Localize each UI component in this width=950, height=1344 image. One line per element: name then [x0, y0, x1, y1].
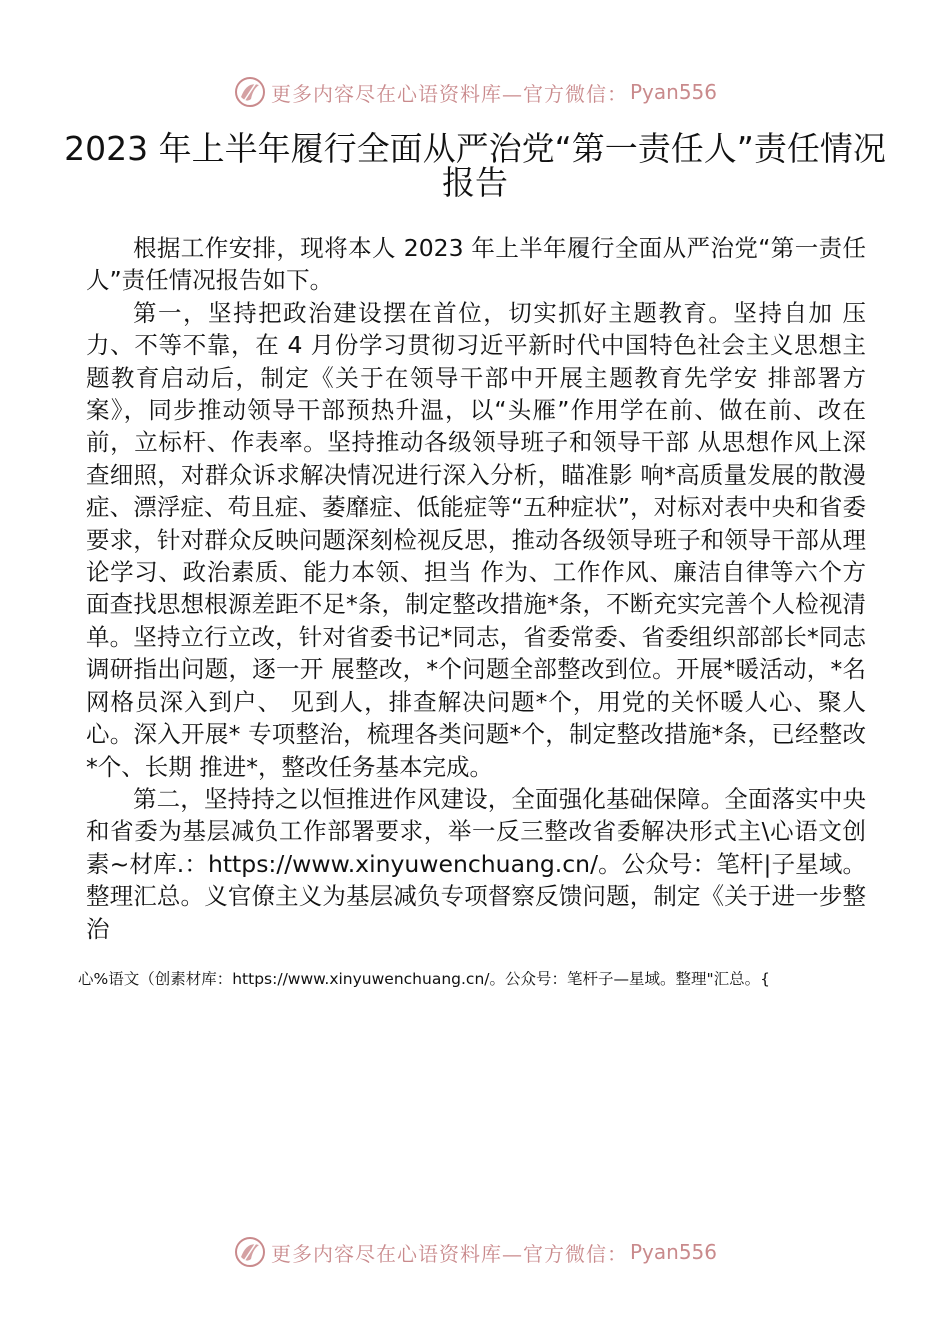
logo-icon [233, 75, 267, 109]
header-banner [0, 72, 950, 112]
wechat-id: Pyan556 [629, 80, 717, 104]
paragraph-first: 第一，坚持把政治建设摆在首位，切实抓好主题教育。坚持自加 压力、不等不靠，在 4 月份学习贯彻习近平新时代中国特色社会主义思想主题教育启动后，制定《关于在领导干部中开展主题教育先学安 排部署方案》，同步推动领导干部预热升温，以“头雁”作用学在前、做在前、改在前，立标杆、作表率。坚持推动各级领导班子和领导干部 从思想作风上深查细照，对群众诉求解决情况进行深入分析，瞄准影 响*高质量发展的散漫症、漂浮症、苟且症、萎靡症、低能症等“五种症状”，对标对表中央和省委要求，针对群众反映问题深刻检视反思，推动各级领导班子和领导干部从理论学习、政治素质、能力本领、担当 作为、工作作风、廉洁自律等六个方面查找思想根源差距不足*条，制定整改措施*条，不断充实完善个人检视清单。坚持立行立改，针对省委书记*同志，省委常委、省委组织部部长*同志调研指出问题，逐一开 展整改，*个问题全部整改到位。开展*暖活动，*名网格员深入到户、 见到人，排查解决问题*个，用党的关怀暖人心、聚人心。深入开展* 专项整治，梳理各类问题*个，制定整改措施*条，已经整改*个、长期 推进*，整改任务基本完成。 [86, 298, 866, 781]
promo-text: 更多内容尽在心语资料库—官方微信： [270, 81, 628, 106]
document-body [86, 232, 866, 945]
logo-icon [233, 1235, 267, 1269]
wechat-id: Pyan556 [629, 1240, 717, 1264]
paragraph-intro: 根据工作安排，现将本人 2023 年上半年履行全面从严治党“第一责任人”责任情况报告如下。 [86, 234, 866, 295]
document-title: 2023 年上半年履行全面从严治党“第一责任人”责任情况报告 [64, 129, 886, 202]
paragraph-second: 第二，坚持持之以恒推进作风建设，全面强化基础保障。全面落实中央和省委为基层减负工作部署要求，举一反三整改省委解决形式主\心语文创素~材库.：https://www.xinyuwenchuang.cn/。公众号：笔杆|子星域。整理汇总。义官僚主义为基层减负专项督察反馈问题，制定《关于进一步整治 [86, 784, 866, 943]
footnote: 心%语文（创素材库：https://www.xinyuwenchuang.cn/。公众号：笔杆子—星域。整理"汇总。{ [78, 970, 770, 988]
footer-banner [0, 1232, 950, 1272]
promo-text: 更多内容尽在心语资料库—官方微信： [270, 1241, 628, 1266]
